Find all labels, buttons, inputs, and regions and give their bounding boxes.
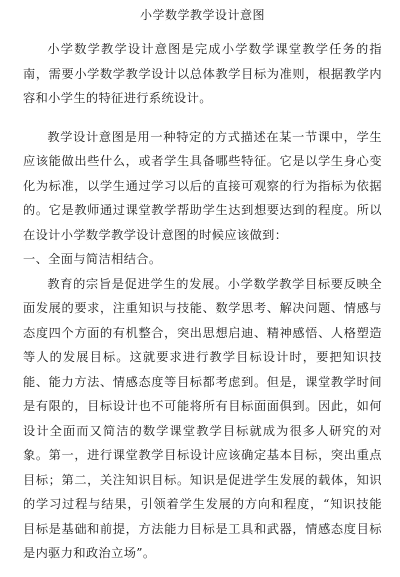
paragraph-intro: 小学数学教学设计意图是完成小学数学课堂教学任务的指南，需要小学数学教学设计以总体教学目标为准则，根据教学内容和小学生的特征进行系统设计。: [23, 42, 382, 105]
document-title: 小学数学教学设计意图: [139, 8, 265, 22]
section-heading-1: 一、全面与简洁相结合。: [23, 252, 162, 266]
paragraph-definition: 教学设计意图是用一种特定的方式描述在某一节课中，学生应该能做出些什么，或者学生具备哪些特征。它是以学生身心变化为标准，以学生通过学习以后的直接可观察的行为指标为依据的。它是教师通过课堂教学帮助学生达到想要达到的程度。所以在设计小学数学教学设计意图的时候应该做到：: [23, 129, 382, 242]
paragraph-gap: [23, 111, 382, 125]
paragraph-section-1: 教育的宗旨是促进学生的发展。小学数学教学目标要反映全面发展的要求，注重知识与技能、数学思考、解决问题、情感与态度四个方面的有机整合，突出思想启迪、精神感悟、人格塑造等人的发展目标。这就要求进行教学目标设计时，要把知识技能、能力方法、情感态度等目标都考虑到。但是，课堂教学时间是有限的，目标设计也不可能将所有目标面面俱到。因此，如何设计全面而又简洁的数学课堂教学目标就成为很多人研究的对象。第一，进行课堂教学目标设计应该确定基本目标，突出重点目标；第二，关注知识目标。知识是促进学生发展的载体，知识的学习过程与结果，引领着学生发展的方向和程度，“知识技能目标是基础和前提，方法能力目标是工具和武器，情感态度目标是内驱力和政治立场”。: [23, 276, 382, 560]
